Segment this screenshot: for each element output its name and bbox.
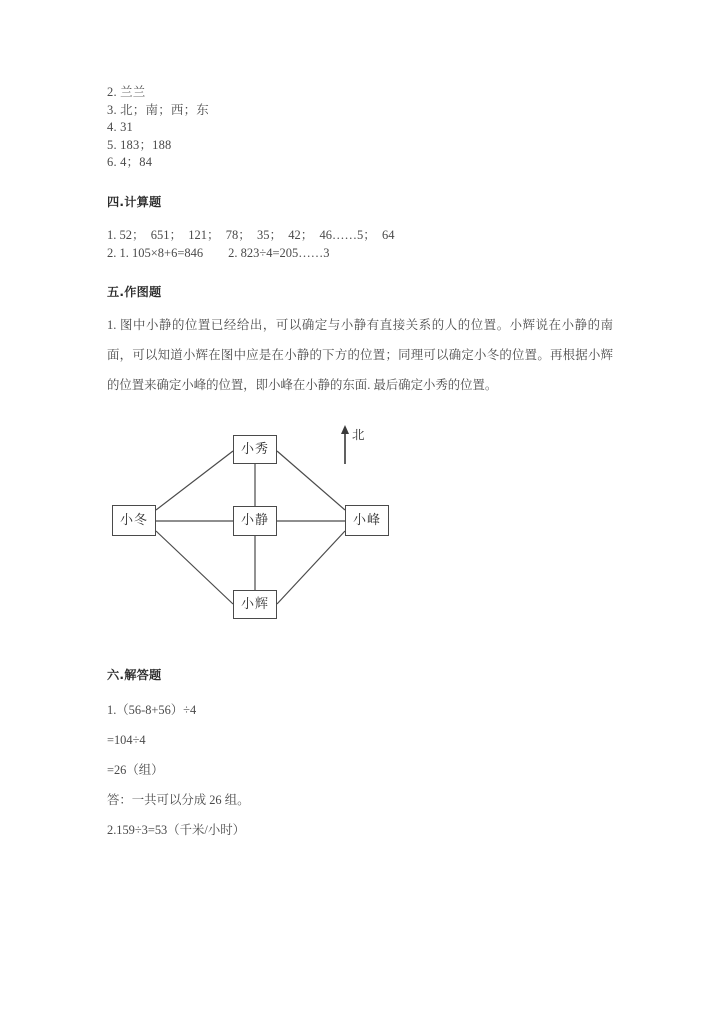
solution-line: 答：一共可以分成 26 组。 (107, 792, 250, 807)
calculation-line: 2. 1. 105×8+6=846 2. 823÷4=205……3 (107, 245, 330, 260)
section-heading-four: 四.计算题 (107, 194, 162, 209)
drawing-question-explanation: 1. 图中小静的位置已经给出，可以确定与小静有直接关系的人的位置。小辉说在小静的南面，可以知道小辉在图中应是在小静的下方的位置；同理可以确定小冬的位置。再根据小辉的位置来确定小峰的位置，即小峰在小静的东面. 最后确定小秀的位置。 (107, 317, 613, 392)
edge-xiaofeng-xiaohui (277, 531, 345, 604)
spacer (107, 642, 617, 666)
spacer (107, 172, 617, 193)
diagram-node-xiaodong[interactable] (112, 505, 156, 536)
edge-xiaodong-xiaohui (156, 531, 233, 604)
edge-xiaoxiu-xiaofeng (277, 451, 345, 510)
spacer (107, 300, 617, 310)
north-direction-label: 北 (352, 426, 365, 442)
calculation-answers (107, 226, 617, 262)
spacer (107, 683, 617, 695)
north-arrow-icon (341, 425, 349, 464)
answer-list-top (107, 84, 617, 172)
solution-line: =104÷4 (107, 732, 146, 747)
diagram-node-xiaofeng[interactable] (345, 505, 389, 536)
solution-line: 2.159÷3=53（千米/小时） (107, 822, 246, 837)
answer-line: 3. 北；南；西；东 (107, 102, 210, 117)
solution-answers (107, 695, 617, 845)
diagram-node-xiaohui[interactable] (233, 590, 277, 619)
answer-line: 2. 兰兰 (107, 85, 146, 99)
document-content (107, 84, 617, 845)
solution-line: =26（组） (107, 762, 164, 777)
node-label: 小冬 (119, 512, 148, 528)
section-heading-five: 五.作图题 (107, 284, 162, 299)
answer-line: 6. 4；84 (107, 155, 153, 169)
position-relationship-diagram (107, 420, 617, 642)
calculation-line: 1. 52； 651； 121； 78； 35； 42； 46……5； 64 (107, 227, 395, 242)
answer-line: 5. 183；188 (107, 137, 172, 152)
diagram-node-xiaoxiu[interactable] (233, 435, 277, 464)
diagram-node-xiaojing[interactable] (233, 506, 277, 536)
spacer (107, 262, 617, 283)
spacer (107, 210, 617, 226)
node-label: 小秀 (240, 441, 269, 457)
node-label: 小峰 (352, 512, 381, 528)
edge-xiaoxiu-xiaodong (156, 451, 233, 510)
answer-line: 4. 31 (107, 120, 133, 134)
section-heading-six: 六.解答题 (107, 667, 162, 682)
spacer (107, 400, 617, 420)
node-label: 小辉 (240, 596, 269, 612)
node-label: 小静 (240, 513, 269, 528)
solution-line: 1.（56-8+56）÷4 (107, 702, 197, 717)
